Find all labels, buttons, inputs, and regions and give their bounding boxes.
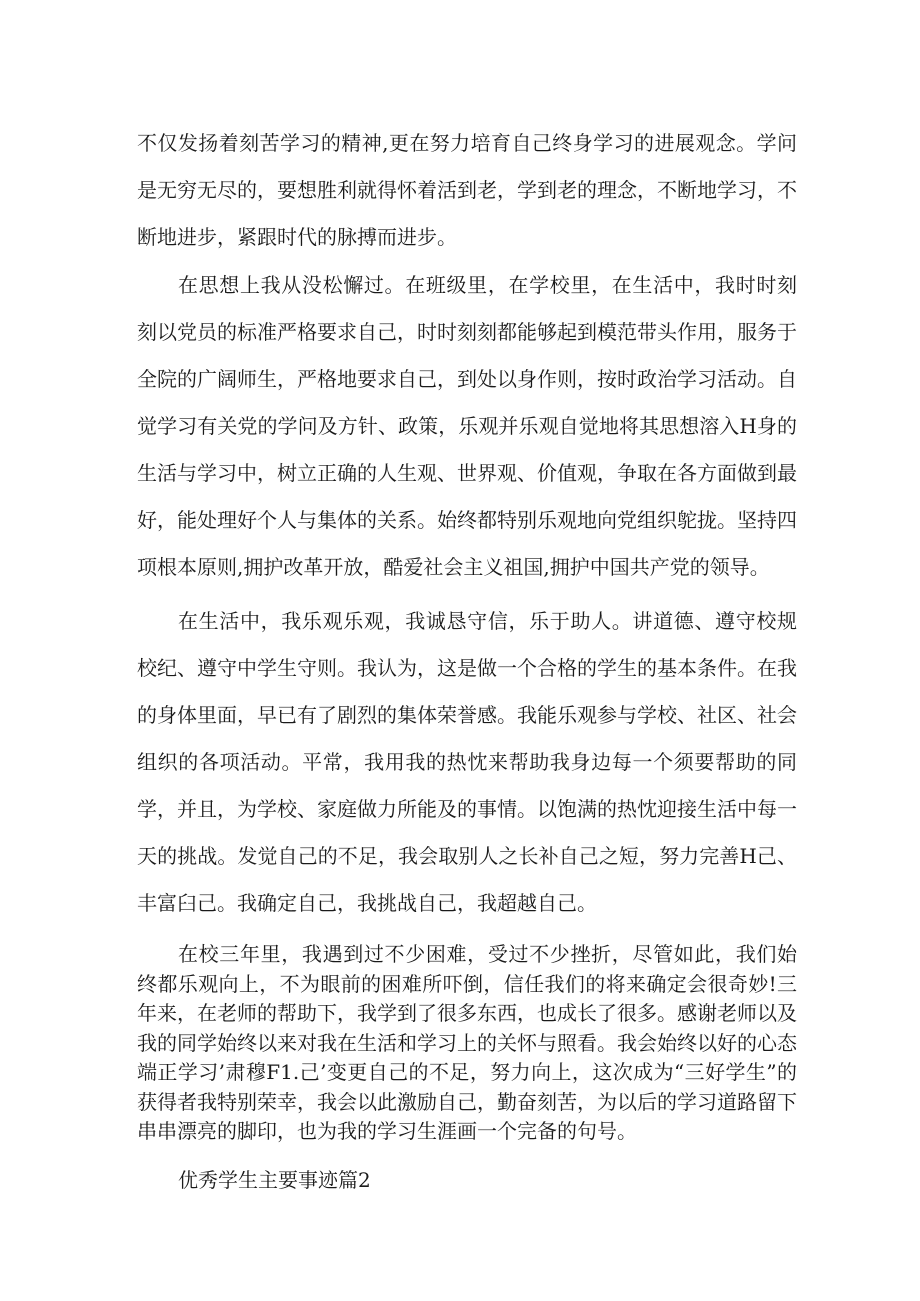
- paragraph-1: 不仅发扬着刻苦学习的精神,更在努力培育自己终身学习的进展观念。学问是无穷无尽的，要想胜利就得怀着活到老，学到老的理念，不断地学习，不断地进步，紧跟时代的脉搏而进步。: [137, 131, 797, 249]
- paragraph-2: 在思想上我从没松懈过。在班级里，在学校里，在生活中，我时时刻刻以党员的标准严格要求自己，时时刻刻都能够起到模范带头作用，服务于全院的广阔师生，严格地要求自己，到处以身作则，按时政治学习活动。自觉学习有关党的学问及方针、政策，乐观并乐观自觉地将其思想溶入H身的生活与学习中，树立正确的人生观、世界观、价值观，争取在各方面做到最好，能处理好个人与集体的关系。始终都特别乐观地向党组织鸵拢。坚持四项根本原则,拥护改革开放，酷爱社会主义祖国,拥护中国共产党的领导。: [137, 273, 797, 579]
- paragraph-4: 在校三年里，我遇到过不少困难，受过不少挫折，尽管如此，我们始终都乐观向上，不为眼前的困难所吓倒，信任我们的将来确定会很奇妙!三年来，在老师的帮助下，我学到了很多东西，也成长了很多。感谢老师以及我的同学始终以来对我在生活和学习上的关怀与照看。我会始终以好的心态端正学习’肃穆F1.己’变更自己的不足，努力向上，这次成为“三好学生”的获得者我特别荣幸，我会以此激励自己，勤奋刻苦，为以后的学习道路留下串串漂亮的脚印，也为我的学习生涯画一个完备的句号。: [137, 942, 797, 1143]
- section-heading: 优秀学生主要事迹篇2: [178, 1168, 371, 1192]
- paragraph-3: 在生活中，我乐观乐观，我诚恳守信，乐于助人。讲道德、遵守校规校纪、遵守中学生守则。我认为，这是做一个合格的学生的基本条件。在我的身体里面，早已有了剧烈的集体荣誉感。我能乐观参与学校、社区、社会组织的各项活动。平常，我用我的热忱来帮助我身边每一个须要帮助的同学，并且，为学校、家庭做力所能及的事情。以饱满的热忱迎接生活中每一天的挑战。发觉自己的不足，我会取别人之长补自己之短，努力完善H己、丰富臼己。我确定自己，我挑战自己，我超越自己。: [137, 609, 797, 915]
